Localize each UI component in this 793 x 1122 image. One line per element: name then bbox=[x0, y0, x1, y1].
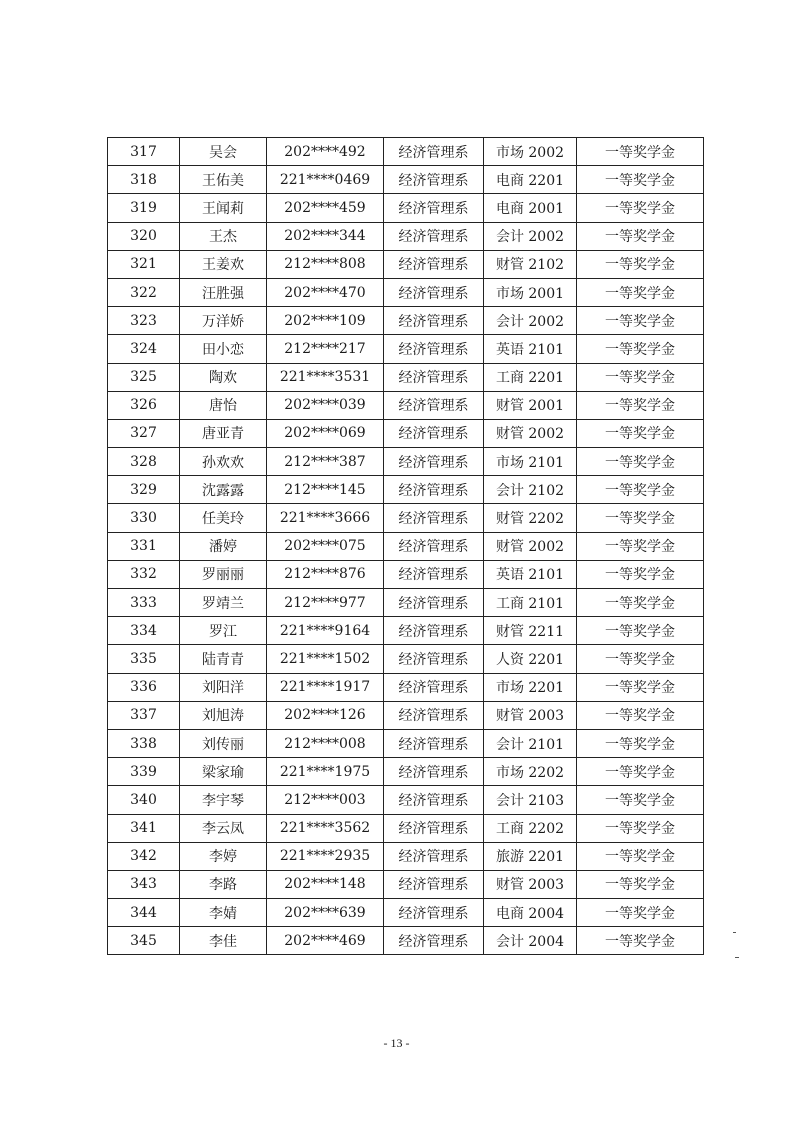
student-name-cell: 罗丽丽 bbox=[180, 560, 267, 588]
table-row bbox=[108, 560, 704, 588]
row-number-cell: 332 bbox=[108, 560, 180, 588]
award-cell: 一等奖学金 bbox=[577, 504, 704, 532]
row-number-cell: 322 bbox=[108, 278, 180, 306]
row-number-cell: 333 bbox=[108, 589, 180, 617]
class-cell: 市场 2101 bbox=[484, 448, 577, 476]
department-cell: 经济管理系 bbox=[384, 870, 484, 898]
award-cell: 一等奖学金 bbox=[577, 194, 704, 222]
department-cell: 经济管理系 bbox=[384, 138, 484, 166]
student-id-cell: 221****3531 bbox=[267, 363, 384, 391]
award-cell: 一等奖学金 bbox=[577, 532, 704, 560]
margin-mark bbox=[733, 932, 736, 933]
award-cell: 一等奖学金 bbox=[577, 476, 704, 504]
award-cell: 一等奖学金 bbox=[577, 617, 704, 645]
table-row bbox=[108, 166, 704, 194]
award-cell: 一等奖学金 bbox=[577, 222, 704, 250]
row-number-cell: 317 bbox=[108, 138, 180, 166]
row-number-cell: 330 bbox=[108, 504, 180, 532]
class-cell: 工商 2101 bbox=[484, 589, 577, 617]
row-number-cell: 331 bbox=[108, 532, 180, 560]
table-row bbox=[108, 250, 704, 278]
table-row bbox=[108, 814, 704, 842]
class-cell: 会计 2002 bbox=[484, 222, 577, 250]
student-name-cell: 李宇琴 bbox=[180, 786, 267, 814]
row-number-cell: 337 bbox=[108, 701, 180, 729]
department-cell: 经济管理系 bbox=[384, 842, 484, 870]
department-cell: 经济管理系 bbox=[384, 927, 484, 955]
row-number-cell: 338 bbox=[108, 729, 180, 757]
award-cell: 一等奖学金 bbox=[577, 166, 704, 194]
student-id-cell: 202****039 bbox=[267, 391, 384, 419]
row-number-cell: 323 bbox=[108, 307, 180, 335]
student-name-cell: 罗江 bbox=[180, 617, 267, 645]
table-row bbox=[108, 419, 704, 447]
department-cell: 经济管理系 bbox=[384, 758, 484, 786]
student-name-cell: 万洋娇 bbox=[180, 307, 267, 335]
student-name-cell: 王佑美 bbox=[180, 166, 267, 194]
student-id-cell: 202****148 bbox=[267, 870, 384, 898]
row-number-cell: 344 bbox=[108, 899, 180, 927]
table-row bbox=[108, 532, 704, 560]
table-row bbox=[108, 927, 704, 955]
student-id-cell: 221****3562 bbox=[267, 814, 384, 842]
student-name-cell: 田小恋 bbox=[180, 335, 267, 363]
student-name-cell: 刘传丽 bbox=[180, 729, 267, 757]
student-name-cell: 唐怡 bbox=[180, 391, 267, 419]
student-id-cell: 221****1502 bbox=[267, 645, 384, 673]
class-cell: 市场 2202 bbox=[484, 758, 577, 786]
class-cell: 旅游 2201 bbox=[484, 842, 577, 870]
department-cell: 经济管理系 bbox=[384, 617, 484, 645]
award-cell: 一等奖学金 bbox=[577, 419, 704, 447]
department-cell: 经济管理系 bbox=[384, 307, 484, 335]
class-cell: 英语 2101 bbox=[484, 335, 577, 363]
student-id-cell: 221****0469 bbox=[267, 166, 384, 194]
student-id-cell: 202****109 bbox=[267, 307, 384, 335]
award-cell: 一等奖学金 bbox=[577, 250, 704, 278]
table-row bbox=[108, 701, 704, 729]
table-row bbox=[108, 589, 704, 617]
student-id-cell: 202****069 bbox=[267, 419, 384, 447]
table-row bbox=[108, 729, 704, 757]
row-number-cell: 342 bbox=[108, 842, 180, 870]
class-cell: 财管 2001 bbox=[484, 391, 577, 419]
student-id-cell: 212****977 bbox=[267, 589, 384, 617]
student-id-cell: 202****459 bbox=[267, 194, 384, 222]
margin-mark bbox=[735, 957, 739, 958]
class-cell: 人资 2201 bbox=[484, 645, 577, 673]
award-cell: 一等奖学金 bbox=[577, 758, 704, 786]
table-row bbox=[108, 870, 704, 898]
award-cell: 一等奖学金 bbox=[577, 363, 704, 391]
student-id-cell: 212****876 bbox=[267, 560, 384, 588]
class-cell: 财管 2202 bbox=[484, 504, 577, 532]
student-name-cell: 罗靖兰 bbox=[180, 589, 267, 617]
table-row bbox=[108, 278, 704, 306]
department-cell: 经济管理系 bbox=[384, 448, 484, 476]
class-cell: 电商 2004 bbox=[484, 899, 577, 927]
table-row bbox=[108, 391, 704, 419]
row-number-cell: 327 bbox=[108, 419, 180, 447]
class-cell: 财管 2002 bbox=[484, 419, 577, 447]
table-row bbox=[108, 194, 704, 222]
student-id-cell: 202****470 bbox=[267, 278, 384, 306]
department-cell: 经济管理系 bbox=[384, 391, 484, 419]
student-name-cell: 李婷 bbox=[180, 842, 267, 870]
department-cell: 经济管理系 bbox=[384, 222, 484, 250]
table-row bbox=[108, 673, 704, 701]
table-row bbox=[108, 899, 704, 927]
row-number-cell: 334 bbox=[108, 617, 180, 645]
class-cell: 工商 2202 bbox=[484, 814, 577, 842]
department-cell: 经济管理系 bbox=[384, 194, 484, 222]
student-id-cell: 221****1975 bbox=[267, 758, 384, 786]
student-id-cell: 212****217 bbox=[267, 335, 384, 363]
row-number-cell: 324 bbox=[108, 335, 180, 363]
table-body bbox=[108, 138, 704, 955]
department-cell: 经济管理系 bbox=[384, 729, 484, 757]
department-cell: 经济管理系 bbox=[384, 673, 484, 701]
class-cell: 电商 2001 bbox=[484, 194, 577, 222]
table-row bbox=[108, 617, 704, 645]
row-number-cell: 326 bbox=[108, 391, 180, 419]
student-id-cell: 202****469 bbox=[267, 927, 384, 955]
award-cell: 一等奖学金 bbox=[577, 138, 704, 166]
class-cell: 市场 2001 bbox=[484, 278, 577, 306]
class-cell: 财管 2003 bbox=[484, 870, 577, 898]
award-cell: 一等奖学金 bbox=[577, 899, 704, 927]
scholarship-table bbox=[107, 137, 704, 955]
department-cell: 经济管理系 bbox=[384, 532, 484, 560]
student-name-cell: 王姜欢 bbox=[180, 250, 267, 278]
student-name-cell: 李路 bbox=[180, 870, 267, 898]
table-row bbox=[108, 222, 704, 250]
row-number-cell: 345 bbox=[108, 927, 180, 955]
award-cell: 一等奖学金 bbox=[577, 448, 704, 476]
department-cell: 经济管理系 bbox=[384, 250, 484, 278]
department-cell: 经济管理系 bbox=[384, 560, 484, 588]
table-row bbox=[108, 307, 704, 335]
student-name-cell: 吴会 bbox=[180, 138, 267, 166]
department-cell: 经济管理系 bbox=[384, 166, 484, 194]
award-cell: 一等奖学金 bbox=[577, 870, 704, 898]
student-id-cell: 202****126 bbox=[267, 701, 384, 729]
department-cell: 经济管理系 bbox=[384, 786, 484, 814]
department-cell: 经济管理系 bbox=[384, 419, 484, 447]
award-cell: 一等奖学金 bbox=[577, 729, 704, 757]
student-name-cell: 王杰 bbox=[180, 222, 267, 250]
student-name-cell: 刘旭涛 bbox=[180, 701, 267, 729]
student-name-cell: 孙欢欢 bbox=[180, 448, 267, 476]
award-cell: 一等奖学金 bbox=[577, 927, 704, 955]
class-cell: 财管 2211 bbox=[484, 617, 577, 645]
student-id-cell: 212****145 bbox=[267, 476, 384, 504]
row-number-cell: 339 bbox=[108, 758, 180, 786]
student-id-cell: 202****639 bbox=[267, 899, 384, 927]
department-cell: 经济管理系 bbox=[384, 701, 484, 729]
student-name-cell: 沈露露 bbox=[180, 476, 267, 504]
student-id-cell: 202****492 bbox=[267, 138, 384, 166]
student-id-cell: 202****075 bbox=[267, 532, 384, 560]
award-cell: 一等奖学金 bbox=[577, 814, 704, 842]
student-name-cell: 梁家瑜 bbox=[180, 758, 267, 786]
table-row bbox=[108, 786, 704, 814]
department-cell: 经济管理系 bbox=[384, 899, 484, 927]
row-number-cell: 343 bbox=[108, 870, 180, 898]
department-cell: 经济管理系 bbox=[384, 335, 484, 363]
student-name-cell: 李佳 bbox=[180, 927, 267, 955]
row-number-cell: 328 bbox=[108, 448, 180, 476]
table-row bbox=[108, 335, 704, 363]
class-cell: 会计 2002 bbox=[484, 307, 577, 335]
class-cell: 会计 2004 bbox=[484, 927, 577, 955]
class-cell: 财管 2102 bbox=[484, 250, 577, 278]
class-cell: 财管 2003 bbox=[484, 701, 577, 729]
class-cell: 市场 2002 bbox=[484, 138, 577, 166]
class-cell: 会计 2103 bbox=[484, 786, 577, 814]
table-row bbox=[108, 476, 704, 504]
row-number-cell: 329 bbox=[108, 476, 180, 504]
student-id-cell: 221****3666 bbox=[267, 504, 384, 532]
row-number-cell: 319 bbox=[108, 194, 180, 222]
student-name-cell: 刘阳洋 bbox=[180, 673, 267, 701]
award-cell: 一等奖学金 bbox=[577, 307, 704, 335]
table-row bbox=[108, 758, 704, 786]
table-row bbox=[108, 645, 704, 673]
student-name-cell: 王闻莉 bbox=[180, 194, 267, 222]
award-cell: 一等奖学金 bbox=[577, 391, 704, 419]
department-cell: 经济管理系 bbox=[384, 476, 484, 504]
department-cell: 经济管理系 bbox=[384, 814, 484, 842]
class-cell: 市场 2201 bbox=[484, 673, 577, 701]
row-number-cell: 320 bbox=[108, 222, 180, 250]
table-row bbox=[108, 363, 704, 391]
department-cell: 经济管理系 bbox=[384, 504, 484, 532]
department-cell: 经济管理系 bbox=[384, 645, 484, 673]
row-number-cell: 318 bbox=[108, 166, 180, 194]
class-cell: 工商 2201 bbox=[484, 363, 577, 391]
award-cell: 一等奖学金 bbox=[577, 842, 704, 870]
student-id-cell: 212****387 bbox=[267, 448, 384, 476]
table-row bbox=[108, 504, 704, 532]
row-number-cell: 341 bbox=[108, 814, 180, 842]
student-id-cell: 202****344 bbox=[267, 222, 384, 250]
student-id-cell: 212****008 bbox=[267, 729, 384, 757]
student-name-cell: 陆青青 bbox=[180, 645, 267, 673]
department-cell: 经济管理系 bbox=[384, 589, 484, 617]
class-cell: 电商 2201 bbox=[484, 166, 577, 194]
award-cell: 一等奖学金 bbox=[577, 645, 704, 673]
student-name-cell: 潘婷 bbox=[180, 532, 267, 560]
row-number-cell: 321 bbox=[108, 250, 180, 278]
award-cell: 一等奖学金 bbox=[577, 589, 704, 617]
award-cell: 一等奖学金 bbox=[577, 673, 704, 701]
table-row bbox=[108, 842, 704, 870]
award-cell: 一等奖学金 bbox=[577, 278, 704, 306]
student-name-cell: 李云凤 bbox=[180, 814, 267, 842]
class-cell: 会计 2102 bbox=[484, 476, 577, 504]
row-number-cell: 335 bbox=[108, 645, 180, 673]
student-name-cell: 任美玲 bbox=[180, 504, 267, 532]
student-id-cell: 221****1917 bbox=[267, 673, 384, 701]
student-name-cell: 李婧 bbox=[180, 899, 267, 927]
class-cell: 会计 2101 bbox=[484, 729, 577, 757]
student-name-cell: 唐亚青 bbox=[180, 419, 267, 447]
student-id-cell: 212****003 bbox=[267, 786, 384, 814]
student-id-cell: 212****808 bbox=[267, 250, 384, 278]
page-number: - 13 - bbox=[383, 1036, 410, 1050]
table-row bbox=[108, 448, 704, 476]
row-number-cell: 340 bbox=[108, 786, 180, 814]
row-number-cell: 336 bbox=[108, 673, 180, 701]
award-cell: 一等奖学金 bbox=[577, 335, 704, 363]
department-cell: 经济管理系 bbox=[384, 363, 484, 391]
student-name-cell: 陶欢 bbox=[180, 363, 267, 391]
student-name-cell: 汪胜强 bbox=[180, 278, 267, 306]
student-id-cell: 221****2935 bbox=[267, 842, 384, 870]
student-id-cell: 221****9164 bbox=[267, 617, 384, 645]
award-cell: 一等奖学金 bbox=[577, 786, 704, 814]
table-row bbox=[108, 138, 704, 166]
row-number-cell: 325 bbox=[108, 363, 180, 391]
award-cell: 一等奖学金 bbox=[577, 560, 704, 588]
award-cell: 一等奖学金 bbox=[577, 701, 704, 729]
department-cell: 经济管理系 bbox=[384, 278, 484, 306]
class-cell: 英语 2101 bbox=[484, 560, 577, 588]
class-cell: 财管 2002 bbox=[484, 532, 577, 560]
